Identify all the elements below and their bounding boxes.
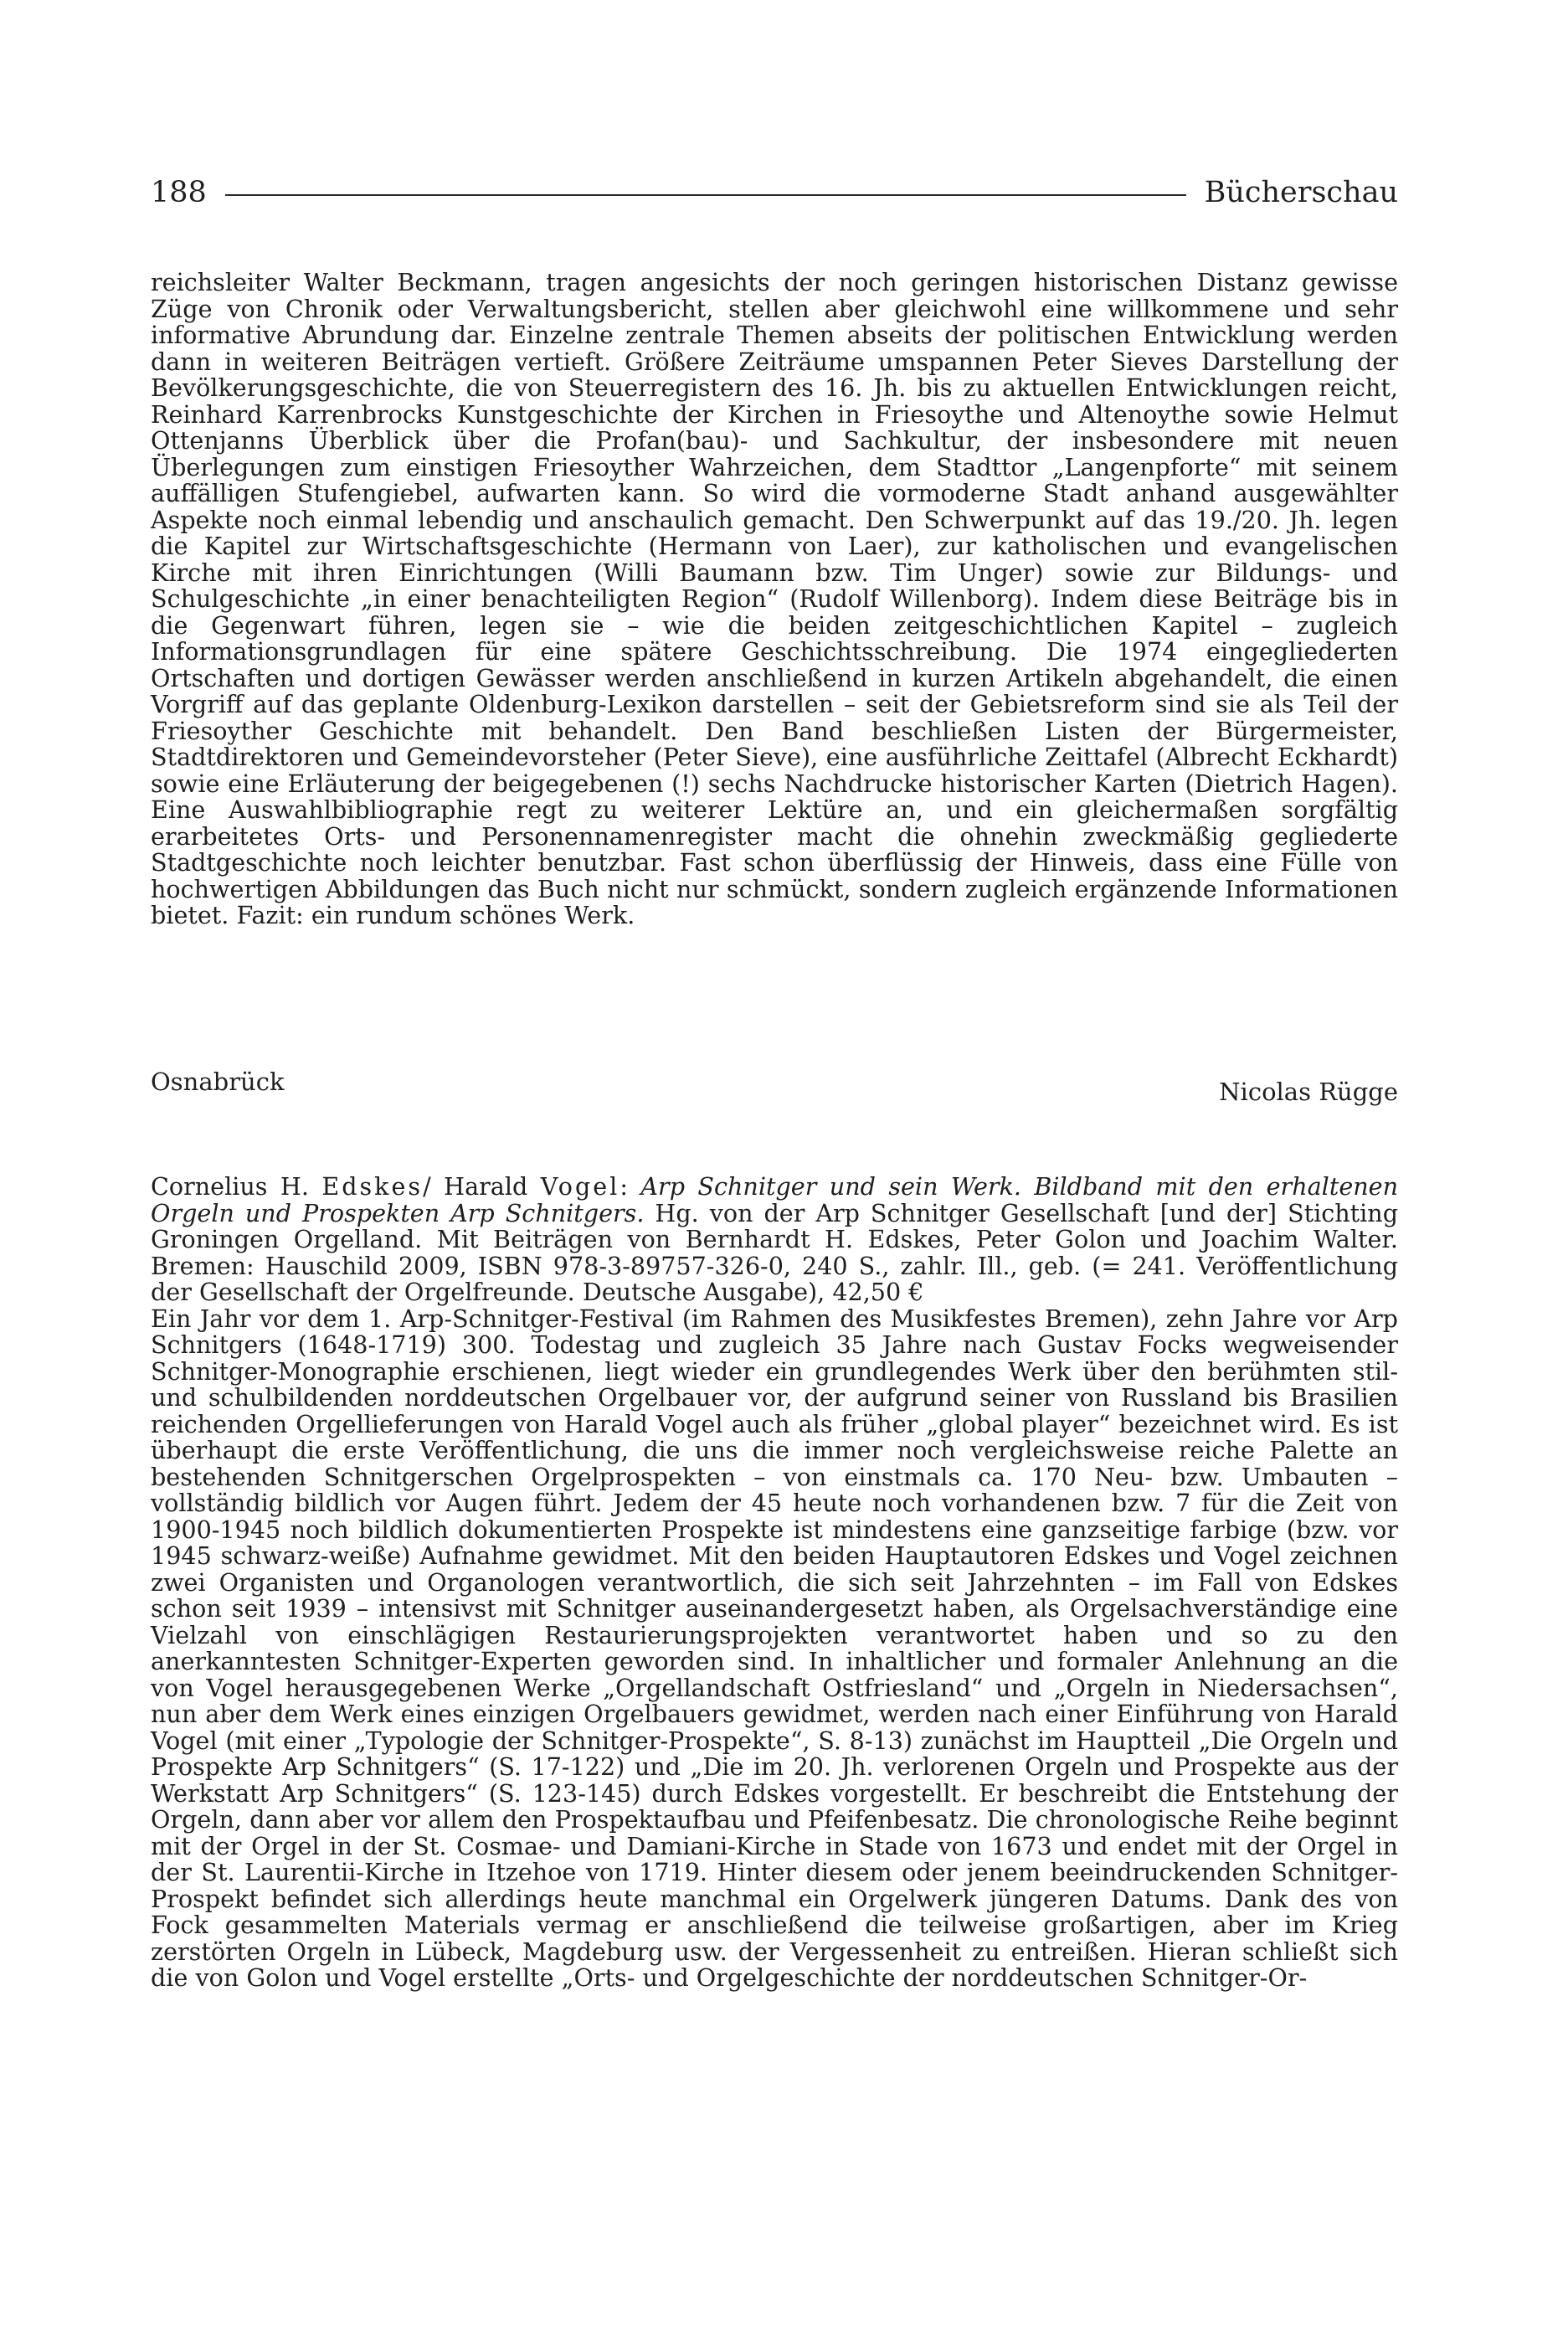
- author-separator: /: [423, 1172, 431, 1201]
- book-title: Arp Schnitger und sein Werk. Bildband mit den erhaltenen Orgeln und Prospekten Arp Schnitgers.: [151, 1172, 1398, 1227]
- header-rule: [225, 194, 1186, 196]
- running-header: [151, 167, 1398, 218]
- review-paragraph: reichsleiter Walter Beckmann, tragen angesichts der noch geringen historischen Distanz gewisse Züge von Chronik oder Verwaltungsbericht, stellen aber gleichwohl eine willkommene und sehr informative Abrundung dar. Einzelne zentrale Themen abseits der politischen Entwicklung werden dann in weiteren Beiträgen vertieft. Größere Zeiträume umspannen Peter Sieves Darstellung der Bevölkerungsgeschichte, die von Steuerregistern des 16. Jh. bis zu aktuellen Entwicklungen reicht, Reinhard Karrenbrocks Kunstgeschichte der Kirchen in Friesoythe und Altenoythe sowie Helmut Ottenjanns Überblick über die Profan(bau)- und Sachkultur, der insbesondere mit neuen Überlegungen zum einstigen Friesoyther Wahrzeichen, dem Stadttor „Langenpforte“ mit seinem auffälligen Stufengiebel, aufwarten kann. So wird die vormoderne Stadt anhand ausgewählter Aspekte noch einmal lebendig und anschaulich gemacht. Den Schwerpunkt auf das 19./20. Jh. legen die Kapitel zur Wirtschaftsgeschichte (Hermann von Laer), zur katholischen und evangelischen Kirche mit ihren Einrichtungen (Willi Baumann bzw. Tim Unger) sowie zur Bildungs- und Schulgeschichte „in einer benachteiligten Region“ (Rudolf Willenborg). Indem diese Beiträge bis in die Gegenwart führen, legen sie – wie die beiden zeitgeschichtlichen Kapitel – zugleich Informationsgrundlagen für eine spätere Geschichtsschreibung. Die 1974 eingegliederten Ortschaften und dortigen Gewässer werden anschließend in kurzen Artikeln abgehandelt, die einen Vorgriff auf das geplante Oldenburg-Lexikon darstellen – seit der Gebietsreform sind sie als Teil der Friesoyther Geschichte mit behandelt. Den Band beschließen Listen der Bürgermeister, Stadtdirektoren und Gemeindevorsteher (Peter Sieve), eine ausführliche Zeittafel (Albrecht Eckhardt) sowie eine Erläuterung der beigegebenen (!) sechs Nachdrucke historischer Karten (Dietrich Hagen). Eine Auswahlbibliographie regt zu weiterer Lektüre an, und ein gleichermaßen sorgfältig erarbeitetes Orts- und Personennamenregister macht die ohnehin zweckmäßig gegliederte Stadtgeschichte noch leichter benutzbar. Fast schon überflüssig der Hinweis, dass eine Fülle von hochwertigen Abbildungen das Buch nicht nur schmückt, sondern zugleich ergänzende Informationen bietet. Fazit: ein rundum schönes Werk.: [151, 268, 1398, 929]
- section-title: Bücherschau: [1204, 176, 1398, 209]
- bibliographic-details: Hg. von der Arp Schnitger Gesellschaft [und der] Stichting Groningen Orgelland. Mit Beiträgen von Bernhardt H. Edskes, Peter Golon und Joachim Walter. Bremen: Hauschild 2009, ISBN 978-3-89757-326-0, 240 S., zahlr. Ill., geb. (= 241. Veröffentlichung der Gesellschaft der Orgelfreunde. Deutsche Ausgabe), 42,50 €: [151, 1198, 1398, 1306]
- review-paragraph: Ein Jahr vor dem 1. Arp-Schnitger-Festival (im Rahmen des Musikfestes Bremen), zehn Jahre vor Arp Schnitgers (1648-1719) 300. Todestag und zugleich 35 Jahre nach Gustav Focks wegweisender Schnitger-Monographie erschienen, liegt wieder ein grundlegendes Werk über den berühmten stil- und schulbildenden norddeutschen Orgelbauer vor, der aufgrund seiner von Russland bis Brasilien reichenden Orgellieferungen von Harald Vogel auch als früher „global player“ bezeichnet wird. Es ist überhaupt die erste Veröffentlichung, die uns die immer noch vergleichsweise reiche Palette an bestehenden Schnitgerschen Orgelprospekten – von einstmals ca. 170 Neu- bzw. Umbauten – vollständig bildlich vor Augen führt. Jedem der 45 heute noch vorhandenen bzw. 7 für die Zeit von 1900-1945 noch bildlich dokumentierten Prospekte ist mindestens eine ganzseitige farbige (bzw. vor 1945 schwarz-weiße) Aufnahme gewidmet. Mit den beiden Hauptautoren Edskes und Vogel zeichnen zwei Organisten und Organologen verantwortlich, die sich seit Jahrzehnten – im Fall von Edskes schon seit 1939 – intensivst mit Schnitger auseinandergesetzt haben, als Orgelsachverständige eine Vielzahl von einschlägigen Restaurierungsprojekten verantwortet haben und so zu den anerkanntesten Schnitger-Experten geworden sind. In inhaltlicher und formaler Anlehnung an die von Vogel herausgegebenen Werke „Orgellandschaft Ostfriesland“ und „Orgeln in Niedersachsen“, nun aber dem Werk eines einzigen Orgelbauers gewidmet, werden nach einer Einführung von Harald Vogel (mit einer „Typologie der Schnitger-Prospekte“, S. 8-13) zunächst im Hauptteil „Die Orgeln und Prospekte Arp Schnitgers“ (S. 17-122) und „Die im 20. Jh. verlorenen Orgeln und Prospekte aus der Werkstatt Arp Schnitgers“ (S. 123-145) durch Edskes vorgestellt. Er beschreibt die Entstehung der Orgeln, dann aber vor allem den Prospektaufbau und Pfeifenbesatz. Die chronologische Reihe beginnt mit der Orgel in der St. Cosmae- und Damiani-Kirche in Stade von 1673 und endet mit der Orgel in der St. Laurentii-Kirche in Itzehoe von 1719. Hinter diesem oder jenem beeindruckenden Schnitger-Prospekt befindet sich allerdings heute manchmal ein Orgelwerk jüngeren Datums. Dank des von Fock gesammelten Materials vermag er anschließend die teilweise großartigen, aber im Krieg zerstörten Orgeln in Lübeck, Magdeburg usw. der Vergessenheit zu entreißen. Hieran schließt sich die von Golon und Vogel erstellte „Orts- und Orgelgeschichte der norddeutschen Schnitger-Or-: [151, 1304, 1398, 1992]
- author1-first: Cornelius H.: [151, 1172, 309, 1201]
- signature-place: Osnabrück: [151, 1068, 285, 1096]
- author-colon: :: [619, 1172, 628, 1201]
- review-continuation: [151, 270, 1398, 929]
- signature-author: Nicolas Rügge: [1219, 1078, 1398, 1106]
- author1-last: Edskes: [321, 1172, 424, 1201]
- page-number: 188: [151, 176, 207, 209]
- author2-last: Vogel: [540, 1172, 620, 1201]
- bibliographic-entry: [151, 1174, 1398, 1306]
- review-signature: [151, 1068, 1398, 1106]
- author2-first: Harald: [444, 1172, 528, 1201]
- book-review: [151, 1174, 1398, 1992]
